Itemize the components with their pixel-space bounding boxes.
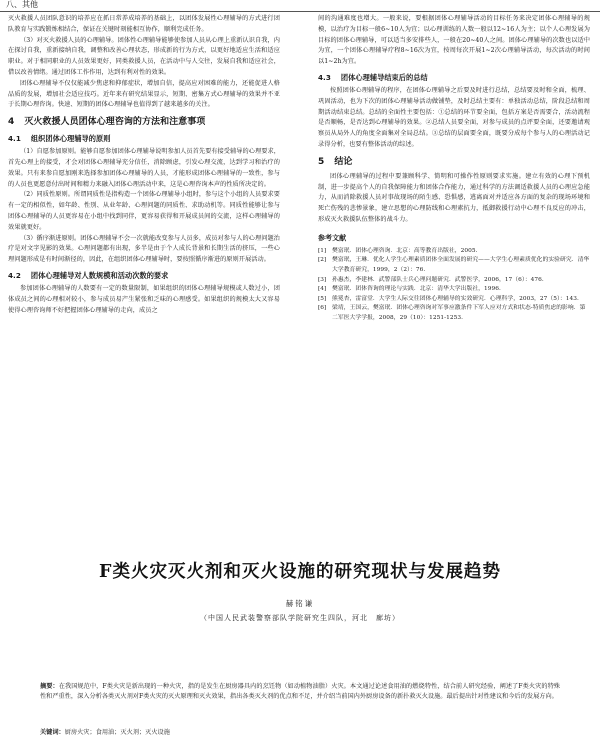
references-title: 参考文献 — [318, 233, 347, 242]
reference-item — [318, 285, 590, 295]
article-affiliation: （中国人民武装警察部队学院研究生四队，河北 廊坊） — [200, 614, 400, 622]
right-column — [318, 14, 590, 549]
article-author: 赫铭谦 — [285, 599, 315, 608]
header-rule — [0, 11, 600, 12]
reference-item — [318, 247, 590, 257]
reference-item — [318, 256, 590, 275]
section-title: 结论 — [334, 156, 353, 167]
section-number: 5 — [318, 156, 325, 167]
paragraph: 按照团体心理辅导的程序，在团体心理辅导之后要及时进行总结，总结要及时和全面，梳理、巩固活动，也为下次的团体心理辅导活动做铺垫，及时总结主要有：单独活动总结，阶段总结和周期活动结束总结。总结的全面性主要包括：①总结的环节要全面，包括方案是否需要合，活动流程是否顺畅，是否达到心理辅导的效果。②总结人员要全面，对参与成员的点评要全面，还要邀请观察员从局外人的角度全面集对全局总结。③总结的层面要全面，既要分成每个参与人的心理活动记录得分析，也要有整体活动的综述。 — [318, 86, 590, 148]
reference-text: 樊富珉，王琳．优化人学生心理素质团体全面发展的研究——大学生心理素质优化的实验研究．清华大学教育研究，1999，2（2）：76. — [332, 257, 590, 273]
paragraph: （2）同质性原则。所谓同质性是指构造一个团体心理辅导小组时，参与这个小组的人员要求要有一定的相似性，如年龄、性别、从业年龄、心理问题的同质性、求助动机等。同质性能够让参与团体心理辅导的人员更容易在小组中找到同伴，更容易获得和开展成员间的交流，这样心理辅导的效果就更好。 — [8, 191, 280, 231]
subsection-heading-4-3 — [318, 72, 590, 84]
article-title: F类火灾灭火剂和灭火设施的研究现状与发展趋势 — [99, 562, 501, 582]
section-title: 灭火救援人员团体心理咨询的方法和注意事项 — [24, 117, 206, 128]
reference-text: 樊富珉．团体心理咨询．北京：高等教育出版社，2005. — [332, 247, 478, 254]
section-number: 4 — [8, 117, 15, 128]
paragraph: 灭火救援人员团队意识的培养应在抓日常养成培养的基础上，以团体发展性心理辅导的方式进行团队教育与实践锻炼相结合，保证在关键时刻能相互协作，顺利完成任务。 — [8, 15, 280, 33]
subsection-number: 4.2 — [8, 270, 21, 280]
article-keywords — [40, 728, 560, 738]
reference-text: 樊富珉．团体咨询的理论与实践．北京：清华大学出版社，1996. — [332, 286, 501, 293]
paragraph: （3）循序渐进原则。团体心理辅导不会一次就能改变参与人员多，成员对参与人的心理问题治疗是对文字见影的效果。心理问题都有出现，多半是由于个人成长背景和长期生活的挤压，一些心理问题形成是有时间渐径的，因此，在组织团体心理辅导时，要按照循序渐进的原则开展活动。 — [8, 234, 280, 264]
subsection-heading-4-2 — [8, 270, 280, 282]
paragraph: 团体心理辅导的过程中要兼顾科学、简明和可操作性原则要求实施。建立有效的心理下预机制，进一步提高个人的自我保障能力和团体合作能力，通过科学的方法调适救援人员的心理应急能力，从而消除救援人员对事故现场的陌生感、恐惧感，逃离面对并适应各方面的复杂的现场环境和死亡伤残的悲惨景象，建立思想的心理防线和心理素抗力，抵御救援行动中心理不良反应的冲击，形成灭火救援队伍整体的战斗力。 — [318, 172, 590, 223]
keywords-text: 厨房火灾；食用油；灭火剂；灭火设施 — [64, 729, 170, 736]
paragraph: （1）自愿参加原则。能够自愿参加团体心理辅导说明参加人员首先要有接受辅导的心理要求，首先心理上的接受，才会对团体心理辅导充分信任，消除顾虑，引发心理交流，达到学习和治疗的效果。只有来参自愿加刚来选择参加团体心理辅导的人员，才能形成团体心理辅导的一致性，参与的人员也更愿意付出时间和精力来融入团体心理活动中来，这是心理咨询本声的性质所决定的。 — [8, 148, 280, 188]
reference-number: [3] — [318, 276, 327, 283]
left-column — [8, 14, 280, 549]
reference-number: [2] — [318, 257, 327, 264]
subsection-title: 团体心理辅导对人数规模和活动次数的要求 — [30, 270, 169, 280]
reference-number: [6] — [318, 305, 327, 312]
reference-number: [1] — [318, 247, 327, 254]
new-article — [0, 560, 600, 736]
subsection-number: 4.3 — [318, 72, 331, 82]
reference-text: 梁靖，王国云，樊富珉．团体心理咨询对军事应激条件下军人应对方式和状态-特质焦虑的影响．第二军医大学学报，2008，29（10）：1251-1253. — [332, 305, 586, 321]
reference-text: 孙惠杰，李建林．武警部队士兵心理问题研究．武警医学，2006，17（6）：476. — [332, 276, 544, 283]
paragraph: 参加团体心理辅导的人数要有一定的数量限制，如果组织的团体心理辅导规模或人数过小，团体成员之间的心理相对较小，参与成员易产生紧张和乏味的心理感受。如果组织的规模太大又容易使得心理咨询师不好把握团体心理辅导的走向，成员之 — [8, 284, 280, 314]
reference-number: [5] — [318, 295, 327, 302]
abstract-label: 摘要： — [40, 683, 59, 690]
subsection-number: 4.1 — [8, 134, 21, 144]
reference-number: [4] — [318, 286, 327, 293]
reference-item — [318, 276, 590, 286]
keywords-label: 关键词： — [40, 729, 65, 736]
section-heading-5 — [318, 156, 590, 169]
paragraph: 间的沟通难度也增大。一般来说，要根据团体心理辅导活动的目标任务来决定团体心理辅导的规模，以治疗为目标一般6~10人为宜；以心理训练的人数一般以12~16人为主；以个人心理发展为目标的团体心理辅导，可以适当多安排些人，一般在20~40人之间。团体心理辅导的次数也以适中为宜，一个团体心理辅导疗程8~16次为宜，按周每次开展1~2次心理辅导活动，每次活动的时间以1~2h为宜。 — [318, 15, 590, 66]
paragraph: 团体心理辅导不仅仅能减少焦虑和抑郁症状，增加自信，提高应对困难的能力，还能促进人格品质的发展，增加社会适应技巧。近年来有研究结果显示，短期、密集方式心理辅导的效果并不亚于长期心理咨询。快速、短期的团体心理辅导也值得到了越来越多的关注。 — [8, 79, 280, 109]
section-heading-4 — [8, 116, 280, 129]
reference-text: 熊冕杏，雷富堂．大学生人际交往团体心理辅导的实效研究．心理科学，2003，27（5）：143. — [332, 295, 579, 302]
article-abstract — [40, 682, 560, 703]
reference-item — [318, 304, 590, 323]
subsection-heading-4-1 — [8, 133, 280, 145]
abstract-text: 在我国规范中，F类火灾是新出现的一种火灾，指的是发生在厨房器具内的烹饪物（如动植物油脂）火灾。本文通过论述食用油的燃烧特性，结合前人研究经验，阐述了F类火灾的特殊性和严重性，深入分析各类灭火剂对F类火灾的灭火原理和灭火效果，指出各类灭火剂的优点和不足，并介绍当前国内外厨房设备的新扑救灭火设施。最后提出针对性建议和今后的发展方向。 — [40, 683, 560, 701]
reference-item — [318, 295, 590, 305]
subsection-title: 团体心理辅导结束后的总结 — [340, 72, 428, 82]
subsection-title: 组织团体心理辅导的原则 — [30, 134, 111, 144]
running-header: 八、其他 — [6, 0, 38, 9]
reference-list — [318, 247, 590, 324]
paragraph: （3）对灭火救援人员的心理辅导。团体性心理辅导能够使参加人员从心理上重新认识自我，内在探讨自我，重新接纳自我，调整和改善心理状态，形成新的行为方式，以更好地适应生活和适应职业。对于相同职业的人员效果更好，同类救援人员，在活动中与人交往，发展自我和适应社会，借以改善情绪。通过团体工作作用，达到有利对性的效果。 — [8, 36, 280, 76]
